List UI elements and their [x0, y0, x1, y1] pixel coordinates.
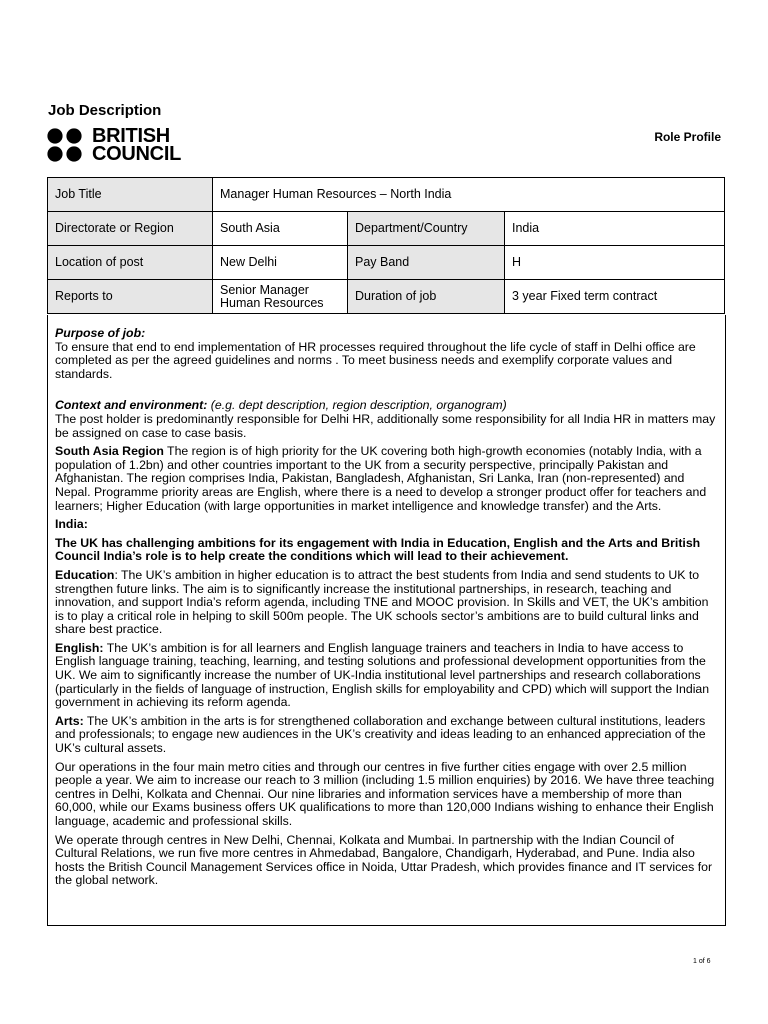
- english-text: The UK’s ambition is for all learners and English language trainers and teachers in India to have access to English language training, teaching, learning, and testing solutions and professional development opportunities from the UK. We aim to significantly increase the number of UK-India institutional level partnerships and research collaborations (particularly in the fields of language of instruction, English skills for employability and CPD) which will support the Indian government in achieving its reform agenda.: [55, 640, 710, 710]
- south-asia-paragraph: [55, 445, 718, 513]
- logo-line-british: BRITISH: [92, 125, 170, 147]
- location-label: Location of post: [48, 246, 213, 280]
- purpose-heading: Purpose of job:: [55, 326, 146, 340]
- reports-to-line1: Senior Manager: [220, 282, 309, 297]
- duration-label: Duration of job: [348, 280, 505, 314]
- page-number: 1 of 6: [693, 958, 711, 965]
- purpose-text: To ensure that end to end implementation of HR processes required throughout the life cycle of staff in Delhi office are completed as per the agreed guidelines and norms . To meet business needs and exemplify corporate values and standards.: [55, 339, 696, 381]
- arts-paragraph: [55, 715, 718, 756]
- location-value: New Delhi: [213, 246, 348, 280]
- education-paragraph: [55, 569, 718, 637]
- south-asia-text: The region is of high priority for the UK covering both high-growth economies (notably India, with a population of 1.2bn) and other countries important to the UK from a security perspective, principally Pakistan and Afghanistan. The region comprises India, Pakistan, Bangladesh, Afghanistan, Sri Lanka, Iran (non-represented) and Nepal. Programme priority areas are English, where there is a need to develop a stronger product offer for teachers and learners; Higher Education (with large opportunities in market intelligence and knowledge transfer) and the Arts.: [55, 444, 707, 513]
- job-title-label: Job Title: [48, 178, 213, 212]
- logo-wordmark: [92, 127, 181, 163]
- job-content-box: [47, 315, 726, 926]
- education-title: Education: [55, 567, 115, 582]
- duration-value: 3 year Fixed term contract: [505, 280, 725, 314]
- operations-paragraph: Our operations in the four main metro cities and through our centres in five further cities engage with over 2.5 million people a year. We aim to increase our reach to 3 million (including 1.5 million enquiries) by 2016. We have three teaching centres in Delhi, Kolkata and Chennai. Our nine libraries and information services have a membership of more than 60,000, while our Exams business offers UK qualifications to more than 120,000 Indians wishing to enhance their English language, academic and professional skills.: [55, 759, 715, 828]
- table-row: [48, 212, 725, 246]
- pay-band-value: H: [505, 246, 725, 280]
- directorate-label: Directorate or Region: [48, 212, 213, 246]
- table-row: [48, 246, 725, 280]
- job-info-table: [47, 177, 725, 314]
- logo-dots-icon: [46, 128, 84, 162]
- reports-to-value: [213, 280, 348, 314]
- logo-line-council: COUNCIL: [92, 143, 182, 165]
- reports-to-line2: Human Resources: [220, 295, 324, 310]
- context-title: Context and environment:: [55, 398, 208, 413]
- document-title: Job Description: [48, 102, 162, 119]
- department-value: India: [505, 212, 725, 246]
- role-profile-label: Role Profile: [654, 130, 721, 144]
- british-council-logo: [46, 127, 181, 163]
- english-paragraph: [55, 642, 718, 710]
- context-hint: (e.g. dept description, region description, organogram): [207, 398, 507, 413]
- table-row: [48, 280, 725, 314]
- india-ambition: The UK has challenging ambitions for its engagement with India in Education, English and the Arts and British Council India’s role is to help create the conditions which will lead to their achievement.: [55, 535, 701, 564]
- education-text: : The UK’s ambition in higher education is to attract the best students from India and send students to UK to strengthen future links. The aim is to significantly increase the institutional partnerships, in research, teaching and innovation, and support India’s reform agenda, including TNE and MOOC provision. In Skills and VET, the UK’s ambition is to play a critical role in helping to skill 500m people. The UK schools sector’s ambitions are to build cultural links and share best practice.: [55, 567, 709, 637]
- job-title-value: Manager Human Resources – North India: [213, 178, 725, 212]
- pay-band-label: Pay Band: [348, 246, 505, 280]
- department-label: Department/Country: [348, 212, 505, 246]
- south-asia-title: South Asia Region: [55, 444, 164, 459]
- arts-text: The UK’s ambition in the arts is for strengthened collaboration and exchange between cultural institutions, leaders and professionals; to engage new audiences in the UK’s creativity and ideas leading to an enhanced appreciation of the UK’s cultural assets.: [55, 713, 706, 756]
- english-title: English:: [55, 640, 104, 655]
- context-text: The post holder is predominantly responsible for Delhi HR, additionally some responsibility for all India HR in matters may be assigned on case to case basis.: [55, 411, 716, 440]
- india-heading: India:: [55, 517, 88, 532]
- context-heading: [55, 399, 718, 413]
- directorate-value: South Asia: [213, 212, 348, 246]
- table-row: [48, 178, 725, 212]
- reports-to-label: Reports to: [48, 280, 213, 314]
- arts-title: Arts:: [55, 713, 84, 728]
- centres-paragraph: We operate through centres in New Delhi, Chennai, Kolkata and Mumbai. In partnership with the Indian Council of Cultural Relations, we run five more centres in Ahmedabad, Bangalore, Chandigarh, Hyderabad, and Pune. India also hosts the British Council Management Services office in Noida, Uttar Pradesh, which provides finance and IT services for the global network.: [55, 832, 713, 888]
